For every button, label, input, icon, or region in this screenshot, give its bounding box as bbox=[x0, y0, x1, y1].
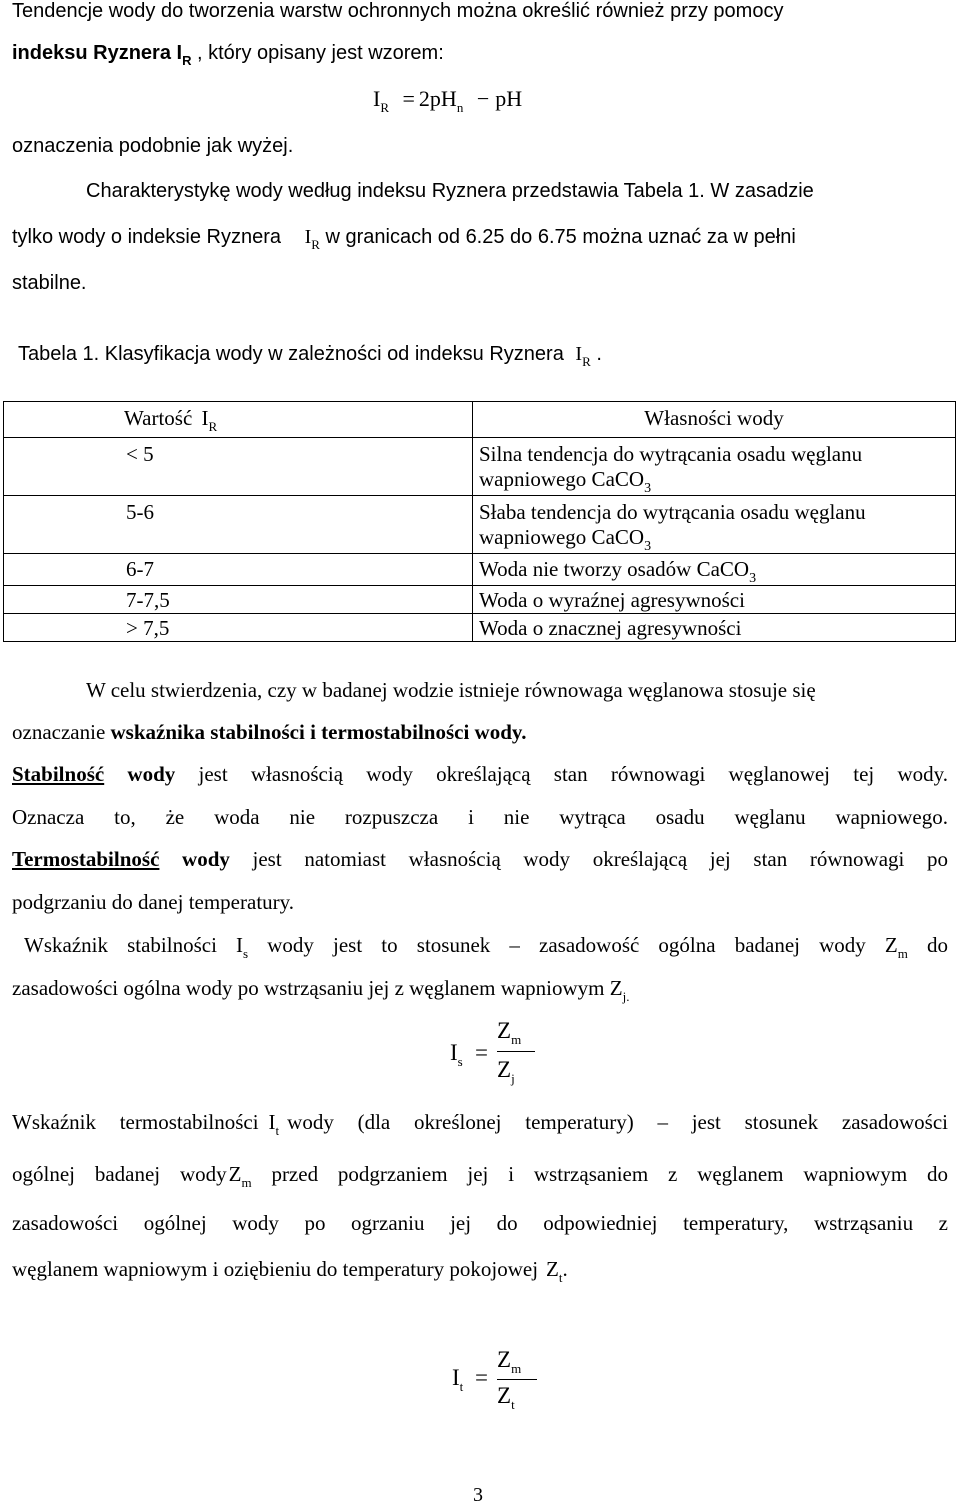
row-desc-line2: wapniowego CaCO$_3$ bbox=[479, 467, 652, 496]
row-value: 5-6 bbox=[4, 496, 473, 554]
row-desc-line2: wapniowego CaCO$_3$ bbox=[479, 525, 652, 554]
f2-num: $Z_m$ bbox=[497, 1018, 522, 1047]
row-desc-line1: Słaba tendencja do wytrącania osadu węglanu bbox=[479, 500, 866, 524]
stability-term: Stabilność bbox=[12, 762, 105, 786]
row-desc bbox=[473, 496, 956, 554]
table-row bbox=[4, 586, 956, 614]
p5-line-2: ogólnej badanej wodyZ$_m$ przed podgrzaniem jej i wstrząsaniem z węglanem wapniowym do bbox=[12, 1162, 948, 1190]
row-value: 6-7 bbox=[4, 554, 473, 586]
p3-line-4: Oznacza to, że woda nie rozpuszcza i nie wytrąca osadu węglanu wapniowego. bbox=[12, 805, 948, 829]
f3-den: $Z_t$ bbox=[497, 1383, 515, 1412]
formula-ph2: pH bbox=[495, 86, 523, 111]
p2-line-3a: tylko wody o indeksie Ryznera bbox=[12, 226, 282, 248]
p5-line-1: Wskaźnik termostabilności $I_t$ wody (dla określonej temperatury) – jest stosunek zasadowości bbox=[12, 1110, 949, 1138]
formula-sub: R bbox=[380, 100, 389, 115]
ir-symbol: I bbox=[304, 226, 312, 248]
ryznar-formula bbox=[373, 86, 523, 115]
intro-line-1: Tendencje wody do tworzenia warstw ochronnych można określić również przy pomocy bbox=[12, 0, 784, 22]
table-row bbox=[4, 496, 956, 554]
p3-line-1: W celu stwierdzenia, czy w badanej wodzie istnieje równowaga węglanowa stosuje się bbox=[86, 678, 816, 702]
caption-end: . bbox=[596, 343, 602, 365]
formula-coef: 2 bbox=[418, 86, 430, 111]
header-value-label: Wartość bbox=[124, 406, 193, 430]
row-desc-line1: Silna tendencja do wytrącania osadu węglanu bbox=[479, 442, 863, 466]
formula-ph-sub: n bbox=[456, 100, 464, 115]
header-symbol: I bbox=[201, 406, 209, 430]
p3-line-2: oznaczanie wskaźnika stabilności i termostabilności wody. bbox=[12, 720, 527, 744]
header-properties: Własności wody bbox=[473, 402, 956, 438]
formula-eq: = bbox=[402, 86, 415, 111]
f3-num: $Z_m$ bbox=[497, 1347, 522, 1376]
page-number: 3 bbox=[473, 1484, 483, 1506]
ryznera-index-sub: R bbox=[182, 53, 192, 68]
caption-sub: R bbox=[582, 354, 591, 369]
p5-line-3: zasadowości ogólnej wody po ogrzaniu jej do odpowiedniej temperatury, wstrząsaniu z bbox=[12, 1211, 948, 1235]
p4-line-1: Wskaźnik stabilności $I_s$ wody jest to stosunek – zasadowość ogólna badanej wody $Z_m$ do bbox=[24, 933, 948, 961]
row-value: 7-7,5 bbox=[4, 586, 473, 614]
f3-lhs: $I_t$ bbox=[452, 1365, 464, 1394]
p3-line-6: podgrzaniu do danej temperatury. bbox=[12, 890, 295, 914]
table-row bbox=[4, 438, 956, 496]
p2-line-4: stabilne. bbox=[12, 272, 87, 294]
row-desc bbox=[473, 438, 956, 496]
caption-text: Tabela 1. Klasyfikacja wody w zależności od indeksu Ryznera bbox=[18, 343, 564, 365]
p2-line-3 bbox=[12, 226, 796, 252]
f2-fraction-line bbox=[497, 1051, 535, 1052]
f3-eq: = bbox=[475, 1365, 488, 1390]
stability-index-bold: wskaźnika stabilności i termostabilności wody. bbox=[110, 720, 527, 744]
ryznera-index-bold: indeksu Ryznera I bbox=[12, 42, 183, 64]
table-row bbox=[4, 614, 956, 642]
f2-den: $Z_j$ bbox=[497, 1057, 515, 1086]
p2-line-1: oznaczenia podobnie jak wyżej. bbox=[12, 135, 294, 157]
f2-eq: = bbox=[475, 1040, 488, 1065]
table-caption bbox=[18, 343, 602, 369]
formula-ph: pH bbox=[429, 86, 457, 111]
caption-symbol: I bbox=[575, 343, 583, 365]
row-desc: Woda o znacznej agresywności bbox=[473, 614, 956, 642]
formula-minus: − bbox=[476, 86, 490, 111]
p5-line-4: węglanem wapniowym i oziębieniu do temperatury pokojowej $Z_t$. bbox=[12, 1257, 568, 1285]
p2-line-2: Charakterystykę wody według indeksu Ryznera przedstawia Tabela 1. W zasadzie bbox=[86, 180, 814, 202]
ir-sub: R bbox=[311, 237, 320, 252]
f2-lhs: $I_s$ bbox=[450, 1040, 463, 1069]
formula-symbol: I bbox=[373, 86, 381, 111]
p2-line-3b: w granicach od 6.25 do 6.75 można uznać za w pełni bbox=[325, 226, 796, 248]
row-value: > 7,5 bbox=[4, 614, 473, 642]
thermostability-term: Termostabilność bbox=[12, 847, 160, 871]
header-value bbox=[4, 402, 473, 438]
intro-line-2-rest: , który opisany jest wzorem: bbox=[191, 42, 444, 64]
p4-line-2: zasadowości ogólna wody po wstrząsaniu jej z węglanem wapniowym $Z_{j.}$ bbox=[12, 976, 630, 1004]
row-value: < 5 bbox=[4, 438, 473, 496]
row-desc: Woda o wyraźnej agresywności bbox=[473, 586, 956, 614]
row-desc: Woda nie tworzy osadów CaCO$_3$ bbox=[473, 554, 956, 586]
p3-line-5: Termostabilność wody jest natomiast własnością wody określającą jej stan równowagi po bbox=[12, 847, 948, 871]
header-sub: R bbox=[208, 419, 218, 434]
f3-fraction-line bbox=[497, 1379, 537, 1380]
ryznar-classification-table bbox=[3, 401, 956, 642]
table-header-row bbox=[4, 402, 956, 438]
intro-line-2 bbox=[12, 42, 444, 68]
p3-line-3: Stabilność wody jest własnością wody określającą stan równowagi węglanowej tej wody. bbox=[12, 762, 948, 786]
table-row bbox=[4, 554, 956, 586]
